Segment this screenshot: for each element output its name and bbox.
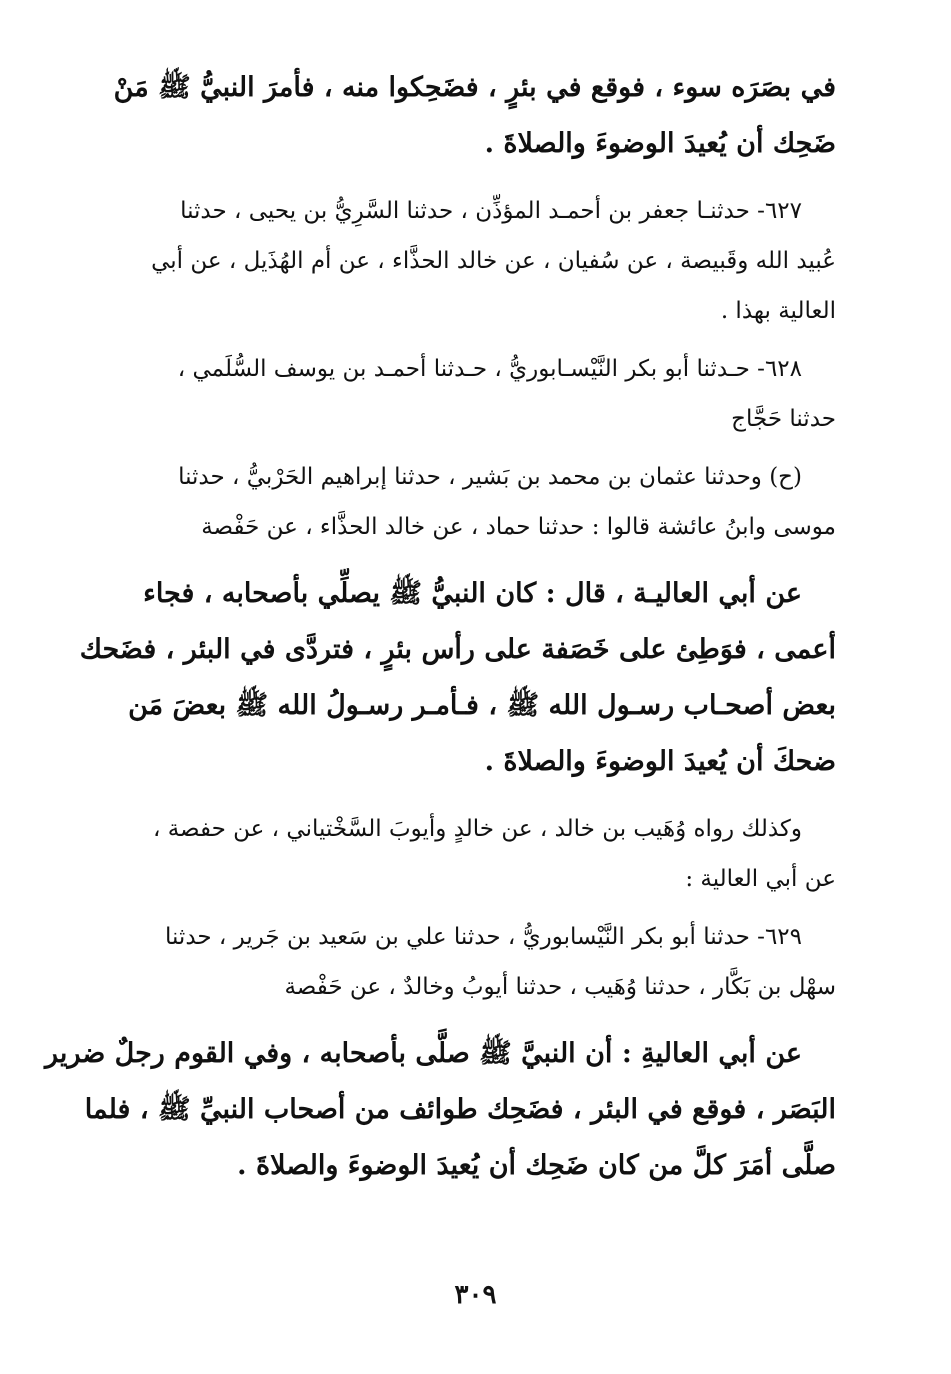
hadith-628-isnad [128, 344, 836, 444]
paragraph-continuation [113, 60, 836, 172]
text-line: سهْل بن بَكَّار ، حدثنا وُهَيب ، حدثنا أيوبُ وخالدٌ ، عن حَفْصة [284, 974, 836, 1000]
text-line: ضَحِك أن يُعيدَ الوضوءَ والصلاةَ . [484, 128, 836, 159]
text-line: وكذلك رواه وُهَيب بن خالد ، عن خالدٍ وأيوبَ السَّخْتياني ، عن حفصة ، [152, 816, 802, 842]
text-line: موسى وابنُ عائشة قالوا : حدثنا حماد ، عن خالد الحذَّاء ، عن حَفْصة [201, 514, 836, 540]
text-line: ٦٢٨- حـدثنا أبو بكر النَّيْسـابوريُّ ، حـدثنا أحمـد بن يوسف السُّلَمي ، [177, 356, 802, 382]
text-line: البَصَر ، فوقع في البئر ، فضَحِك طوائف من أصحاب النبيِّ ﷺ ، فلما [84, 1094, 836, 1125]
text-line: عن أبي العاليـة ، قال : كان النبيُّ ﷺ يصلِّي بأصحابه ، فجاء [143, 578, 802, 609]
page-number: ٣٠٩ [454, 1280, 497, 1310]
hadith-627-isnad [128, 186, 836, 336]
text-line: في بصَرَه سوء ، فوقع في بئرٍ ، فضَحِكوا منه ، فأمرَ النبيُّ ﷺ مَنْ [113, 72, 836, 103]
text-line: أعمى ، فوَطِئ على خَصَفة على رأس بئرٍ ، فتردَّى في البئر ، فضَحك [79, 634, 836, 665]
text-line: ٦٢٧- حدثنـا جعفر بن أحمـد المؤذِّن ، حدثنا السَّرِيُّ بن يحيى ، حدثنا [180, 198, 802, 224]
text-line: حدثنا حَجَّاج [731, 406, 836, 432]
text-line: ضحكَ أن يُعيدَ الوضوءَ والصلاةَ . [484, 746, 836, 777]
text-line: عن أبي العالية : [685, 866, 836, 892]
text-line: ٦٢٩- حدثنا أبو بكر النَّيْسابوريُّ ، حدثنا علي بن سَعيد بن جَرير ، حدثنا [164, 924, 802, 950]
page-body [45, 60, 836, 1320]
text-line: (ح) وحدثنا عثمان بن محمد بن بَشير ، حدثنا إبراهيم الحَرْبيُّ ، حدثنا [178, 464, 802, 490]
text-line: بعض أصحـاب رسـول الله ﷺ ، فـأمـر رسـولُ الله ﷺ بعضَ مَن [128, 690, 836, 721]
hadith-629-isnad [128, 912, 836, 1012]
narration-note [128, 804, 836, 904]
text-line: عُبيد الله وقَبيصة ، عن سُفيان ، عن خالد الحذَّاء ، عن أم الهُذَيل ، عن أبي [151, 248, 836, 274]
text-line: العالية بهذا . [720, 298, 836, 324]
hadith-628-matn [79, 566, 836, 790]
text-line: صلَّى أمَرَ كلَّ من كان ضَحِك أن يُعيدَ الوضوءَ والصلاةَ . [237, 1150, 836, 1181]
text-line: عن أبي العاليةِ : أن النبيَّ ﷺ صلَّى بأصحابه ، وفي القوم رجلٌ ضرير [45, 1038, 802, 1069]
hadith-629-matn [45, 1026, 836, 1194]
hadith-628-alt-isnad [128, 452, 836, 552]
